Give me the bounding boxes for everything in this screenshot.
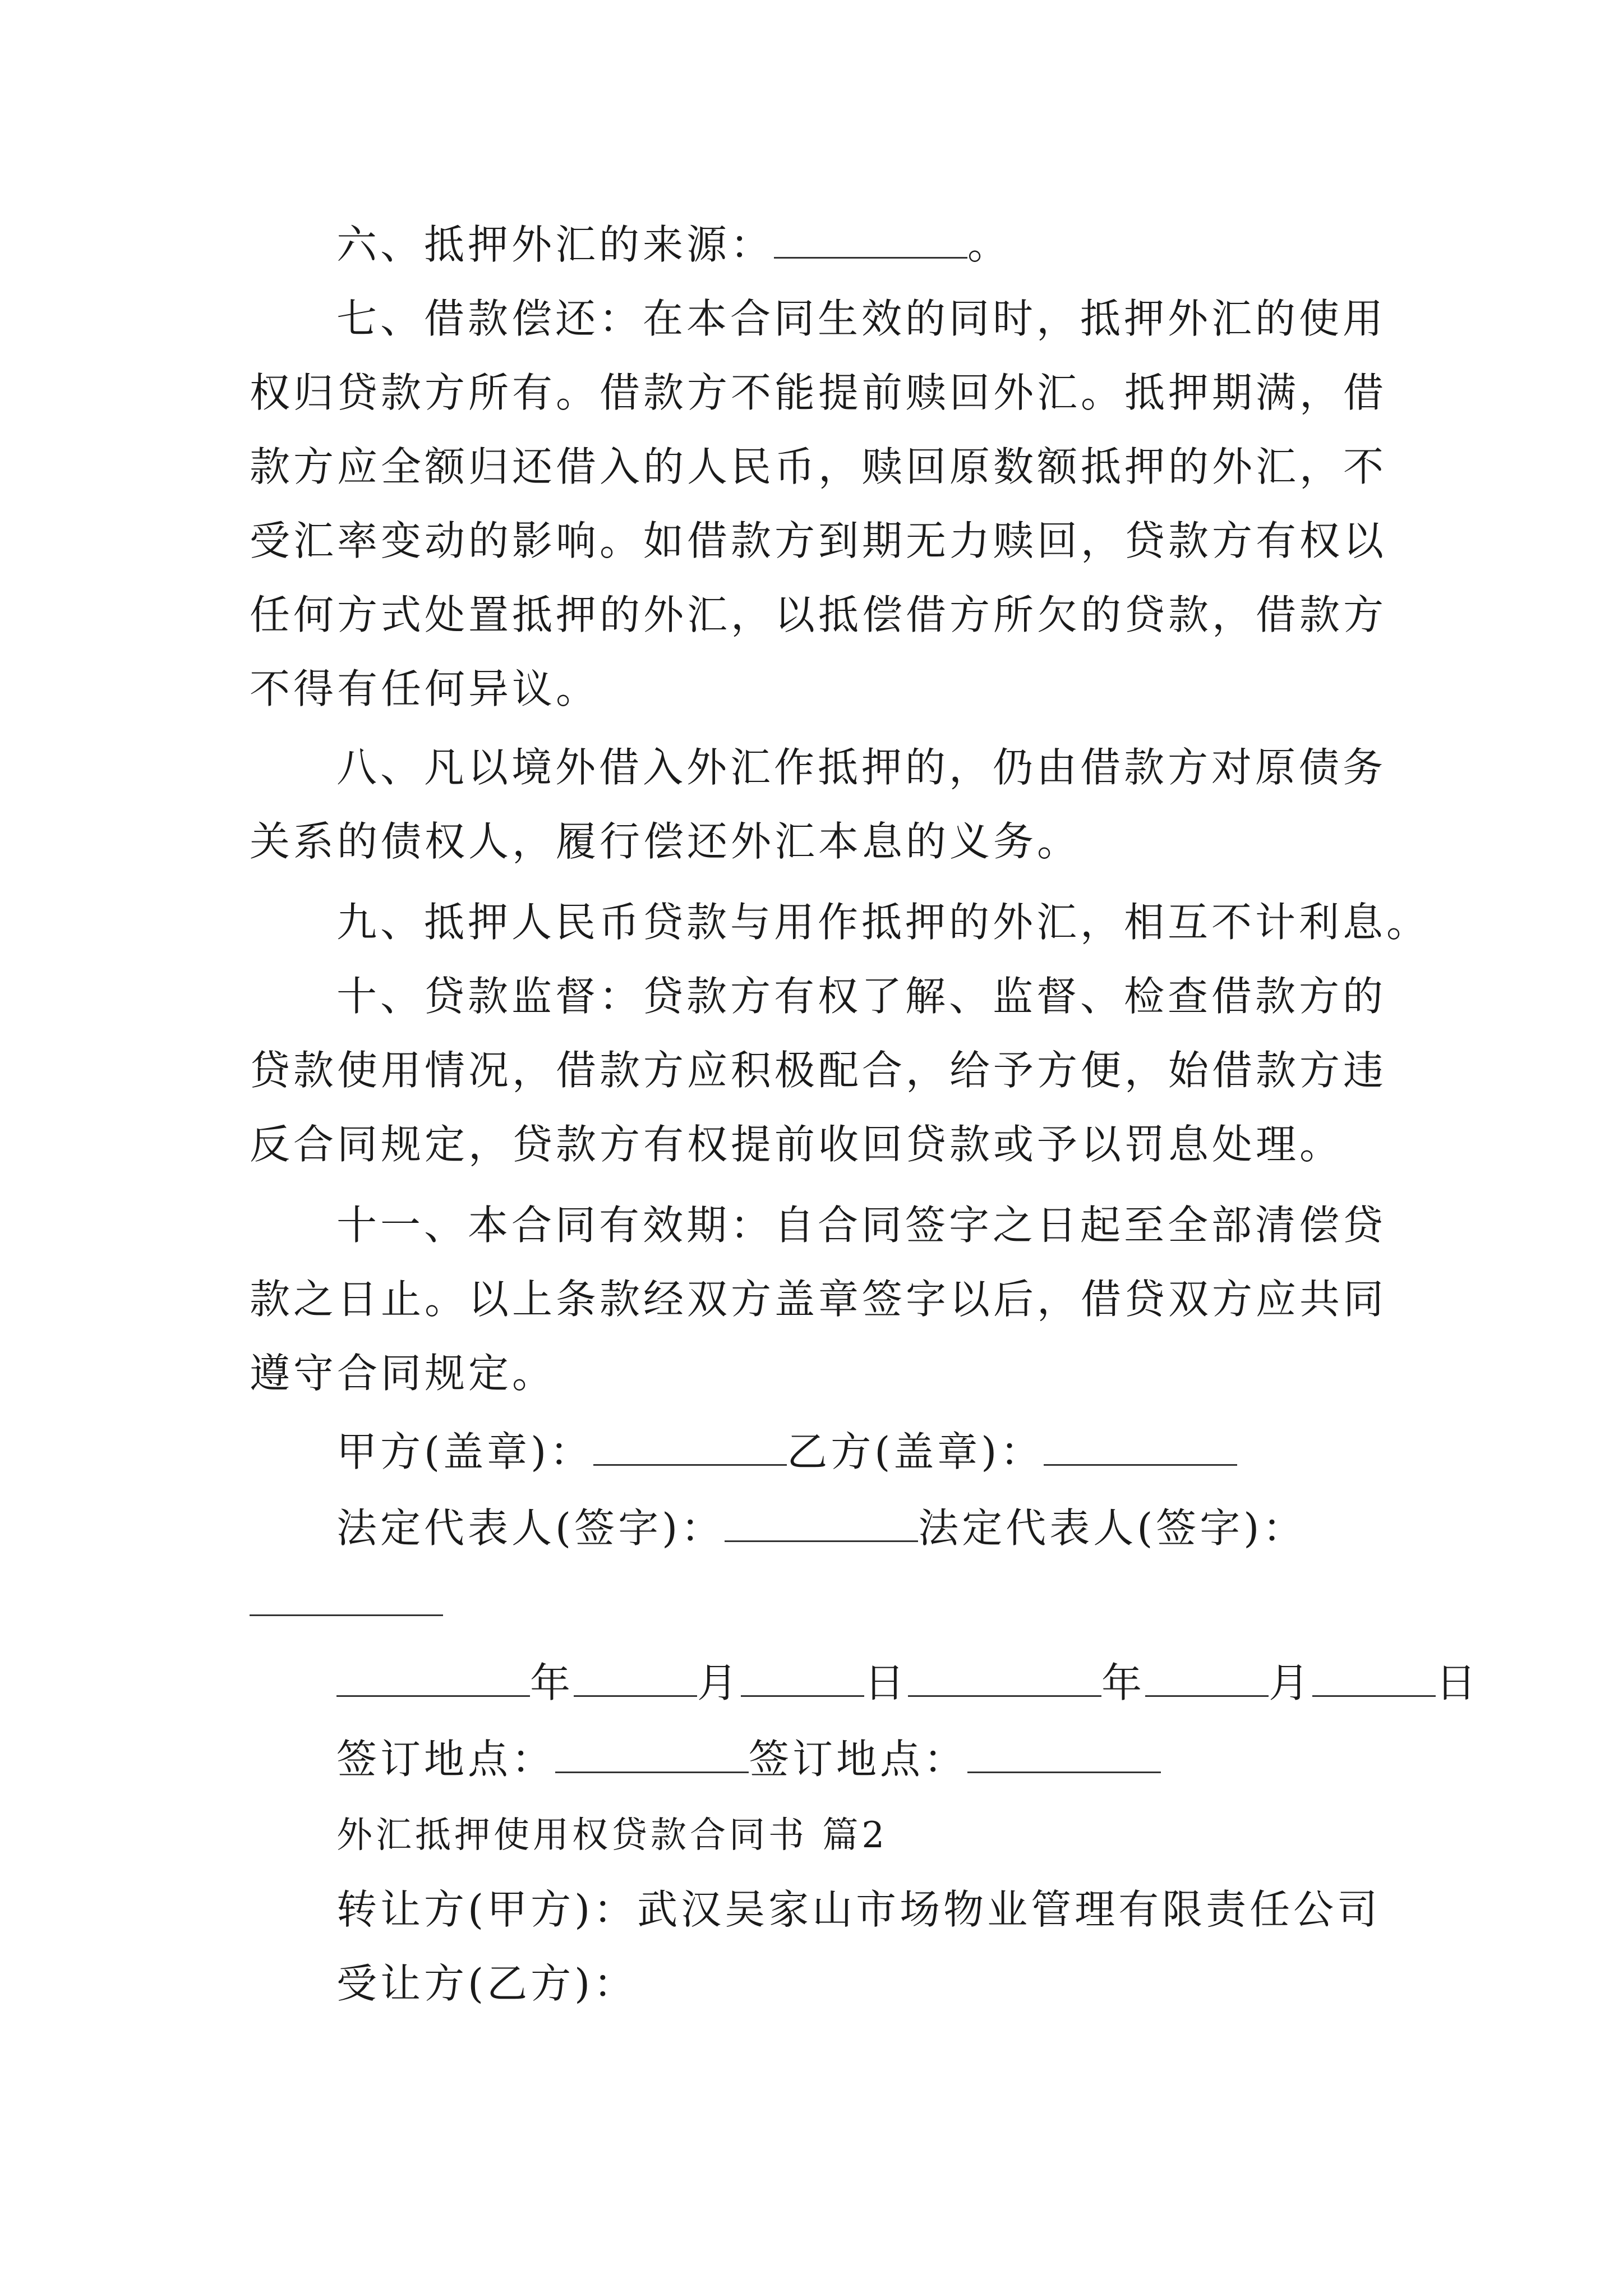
date-line xyxy=(336,1656,1480,1710)
sign-place-a-label: 签订地点： xyxy=(336,1736,556,1783)
legal-rep-line xyxy=(336,1501,1380,1555)
clause-7-line-3: 款方应全额归还借入的人民币，赎回原数额抵押的外汇，不 xyxy=(250,443,1387,490)
clause-6-text: 六、抵押外汇的来源： xyxy=(336,221,774,268)
clause-8-line-1: 八、凡以境外借入外汇作抵押的，仍由借款方对原债务 xyxy=(336,744,1387,791)
clause-10-line-1: 十、贷款监督：贷款方有权了解、监督、检查借款方的 xyxy=(336,973,1387,1020)
clause-6-period: 。 xyxy=(967,221,1012,268)
month-label: 月 xyxy=(1269,1659,1313,1706)
clause-10-line-3: 反合同规定，贷款方有权提前收回贷款或予以罚息处理。 xyxy=(250,1121,1344,1168)
blank-field xyxy=(741,1660,864,1697)
clause-11-line-3: 遵守合同规定。 xyxy=(250,1350,556,1397)
legal-rep-blank-line xyxy=(250,1575,1377,1629)
year-label: 年 xyxy=(530,1659,574,1706)
blank-field xyxy=(555,1737,749,1773)
blank-field xyxy=(908,1660,1101,1697)
month-label: 月 xyxy=(697,1659,741,1706)
sign-place-b-label: 签订地点： xyxy=(749,1736,968,1783)
clause-8-line-2: 关系的债权人，履行偿还外汇本息的义务。 xyxy=(250,818,1081,865)
seal-line xyxy=(336,1425,1380,1479)
day-label: 日 xyxy=(1436,1659,1480,1706)
blank-field xyxy=(725,1506,918,1542)
clause-11-line-2: 款之日止。以上条款经双方盖章签字以后，借贷双方应共同 xyxy=(250,1276,1387,1323)
blank-field xyxy=(574,1660,697,1697)
party-b-seal-label: 乙方(盖章)： xyxy=(787,1428,1044,1475)
blank-field xyxy=(1145,1660,1269,1697)
clause-9: 九、抵押人民币贷款与用作抵押的外汇，相互不计利息。 xyxy=(336,899,1431,946)
section-2-title: 外汇抵押使用权贷款合同书 篇2 xyxy=(336,1815,888,1856)
blank-field xyxy=(1312,1660,1436,1697)
transferee-line: 受让方(乙方)： xyxy=(336,1960,638,2007)
clause-7-line-5: 任何方式处置抵押的外汇，以抵偿借方所欠的贷款，借款方 xyxy=(250,591,1387,638)
clause-7-line-4: 受汇率变动的影响。如借款方到期无力赎回，贷款方有权以 xyxy=(250,517,1387,564)
clause-7-line-2: 权归贷款方所有。借款方不能提前赎回外汇。抵押期满，借 xyxy=(250,369,1387,416)
sign-place-line xyxy=(336,1732,1380,1786)
legal-rep-b-label: 法定代表人(签字)： xyxy=(918,1504,1307,1552)
year-label: 年 xyxy=(1101,1659,1146,1706)
party-a-seal-label: 甲方(盖章)： xyxy=(336,1428,594,1475)
day-label: 日 xyxy=(864,1659,909,1706)
clause-7-line-1: 七、借款偿还：在本合同生效的同时，抵押外汇的使用 xyxy=(336,295,1387,342)
clause-10-line-2: 贷款使用情况，借款方应积极配合，给予方便，始借款方违 xyxy=(250,1047,1387,1094)
blank-field xyxy=(967,1737,1161,1773)
clause-11-line-1: 十一、本合同有效期：自合同签字之日起至全部清偿贷 xyxy=(336,1202,1387,1249)
blank-field xyxy=(593,1429,787,1466)
legal-rep-a-label: 法定代表人(签字)： xyxy=(336,1504,725,1552)
clause-6 xyxy=(336,218,1380,272)
clause-7-line-6: 不得有任何异议。 xyxy=(250,665,600,712)
blank-field xyxy=(774,222,967,259)
blank-field xyxy=(1044,1429,1237,1466)
blank-field xyxy=(336,1660,530,1697)
blank-field xyxy=(250,1580,443,1616)
transferor-line: 转让方(甲方)：武汉吴家山市场物业管理有限责任公司 xyxy=(336,1886,1381,1933)
